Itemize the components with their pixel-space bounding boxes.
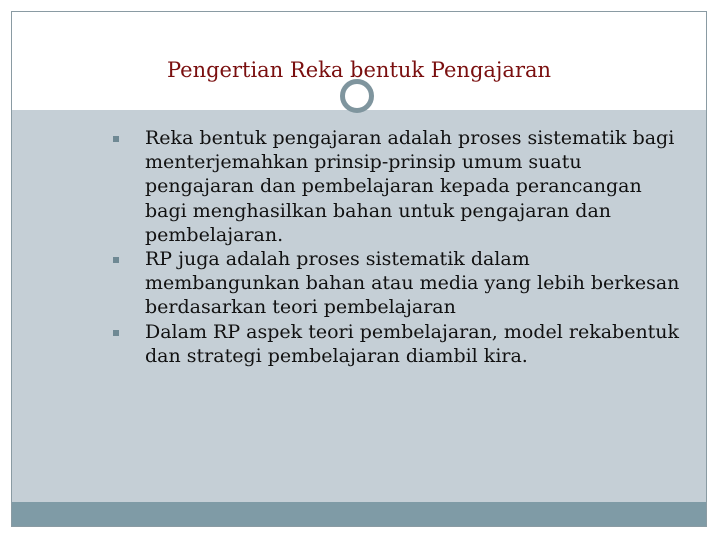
square-bullet-icon: [113, 330, 119, 336]
bullet-text: Dalam RP aspek teori pembelajaran, model rekabentuk dan strategi pembelajaran diambil kira.: [145, 320, 680, 367]
bullet-item: [108, 320, 688, 368]
square-bullet-icon: [113, 257, 119, 263]
square-bullet-icon: [113, 136, 119, 142]
footer-band: [12, 502, 706, 526]
bullet-text: Reka bentuk pengajaran adalah proses sistematik bagi menterjemahkan prinsip-prinsip umum suatu pengajaran dan pembelajaran kepada perancangan bagi menghasilkan bahan untuk pengajaran dan pembelajaran.: [145, 127, 675, 246]
circle-ornament: [340, 79, 374, 113]
bullet-item: [108, 247, 688, 320]
bullet-item: [108, 126, 688, 247]
slide-title: Pengertian Reka bentuk Pengajaran: [166, 58, 552, 82]
bullet-list: [108, 126, 688, 368]
bullet-text: RP juga adalah proses sistematik dalam membangunkan bahan atau media yang lebih berkesan berdasarkan teori pembelajaran: [145, 248, 680, 319]
